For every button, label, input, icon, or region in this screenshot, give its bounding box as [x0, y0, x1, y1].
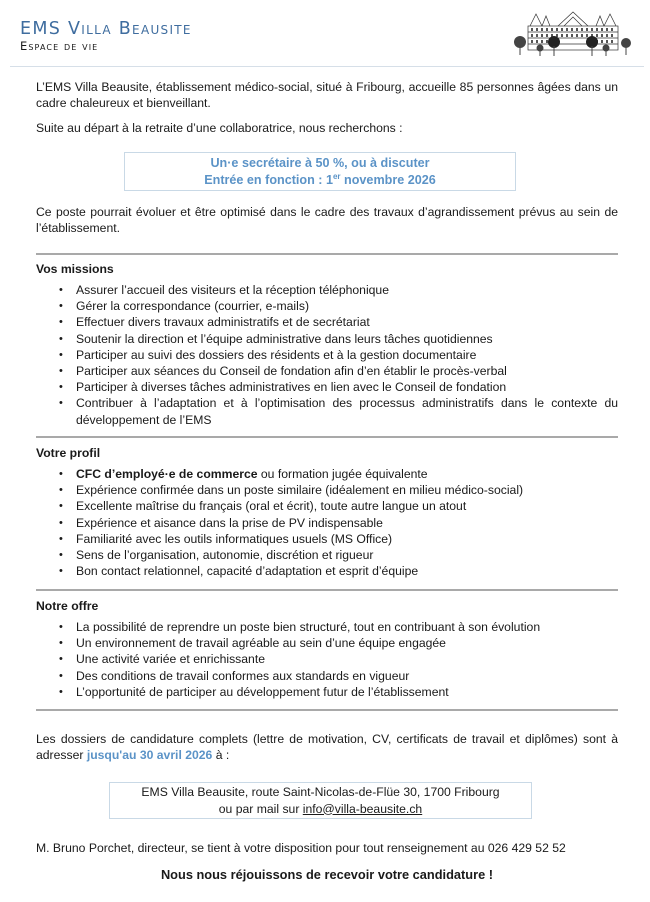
list-item: • Expérience et aisance dans la prise de PV indispensable [59, 515, 383, 530]
list-item: • Effectuer divers travaux administratifs et de secrétariat [59, 315, 370, 330]
building-illustration-icon [510, 6, 636, 58]
bullet-icon: • [59, 565, 63, 578]
bullet-icon: • [59, 468, 63, 480]
bullet-icon: • [59, 500, 63, 513]
bullet-icon: • [59, 685, 63, 698]
bullet-icon: • [59, 516, 63, 529]
position-highlight-box [124, 152, 516, 191]
bullet-icon: • [59, 549, 63, 562]
bullet-icon: • [59, 669, 63, 682]
list-item: • Un environnement de travail agréable au sein d’une équipe engagée [59, 636, 446, 651]
start-date: Entrée en fonction : 1er novembre 2026 [204, 172, 436, 187]
list-item: • L’opportunité de participer au développement futur de l’établissement [59, 684, 449, 699]
letterhead [0, 0, 650, 68]
bullet-icon: • [59, 365, 63, 378]
list-item: • Une activité variée et enrichissante [59, 652, 266, 667]
bullet-icon: • [59, 284, 63, 296]
section-divider [36, 436, 618, 438]
section-divider [36, 253, 618, 255]
closing-statement: Nous nous réjouissons de recevoir votre candidature ! [160, 867, 494, 882]
profile-list [36, 466, 618, 579]
list-item: • Bon contact relationnel, capacité d’adaptation et esprit d’équipe [59, 564, 419, 579]
brand-title: EMS Villa Beausite [20, 19, 192, 39]
bullet-icon: • [59, 532, 63, 545]
brand-subtitle: Espace de vie [20, 39, 99, 53]
missions-title: Vos missions [36, 262, 114, 276]
bullet-icon: • [59, 484, 63, 497]
application-deadline: jusqu'au 30 avril 2026 [86, 748, 213, 763]
address-box [109, 782, 532, 819]
list-item: • Soutenir la direction et l’équipe administrative dans leurs tâches quotidiennes [59, 331, 493, 346]
evolution-paragraph: Ce poste pourrait évoluer et être optimisé dans le cadre des travaux d’agrandissement prévus au sein de l’établissement. [36, 205, 618, 236]
list-item: • Gérer la correspondance (courrier, e-mails) [59, 299, 310, 314]
bullet-icon: • [59, 332, 63, 345]
offer-title: Notre offre [36, 599, 99, 613]
position-title: Un·e secrétaire à 50 %, ou à discuter [210, 156, 430, 170]
email-link[interactable]: info@villa-beausite.ch [302, 801, 423, 816]
profile-title: Votre profil [36, 446, 101, 460]
postal-address: EMS Villa Beausite, route Saint-Nicolas-de-Flüe 30, 1700 Fribourg [141, 785, 500, 799]
list-item: • Excellente maîtrise du français (oral et écrit), toute autre langue un atout [59, 499, 467, 514]
list-item: • Assurer l’accueil des visiteurs et la réception téléphonique [59, 283, 389, 297]
bullet-icon: • [59, 621, 63, 633]
bullet-icon: • [59, 300, 63, 313]
missions-list [36, 282, 618, 428]
list-item: • CFC d’employé·e de commerce ou formation jugée équivalente [59, 467, 428, 481]
contact-info: M. Bruno Porchet, directeur, se tient à votre disposition pour tout renseignement au 026 429 52 52 [36, 841, 566, 855]
application-instructions: Les dossiers de candidature complets (lettre de motivation, CV, certificats de travail et diplômes) sont à adresser jusqu'au 30 avril 2026 à : [36, 732, 618, 763]
intro-paragraph: L’EMS Villa Beausite, établissement médico-social, situé à Fribourg, accueille 85 personnes âgées dans un cadre chaleureux et bienveillant. [36, 80, 618, 111]
bullet-icon: • [59, 653, 63, 666]
bullet-icon: • [59, 381, 63, 394]
list-item: • Expérience confirmée dans un poste similaire (idéalement en milieu médico-social) [59, 483, 524, 498]
list-item: • Familiarité avec les outils informatiques usuels (MS Office) [59, 531, 393, 546]
bullet-icon: • [59, 316, 63, 329]
list-item: • Contribuer à l’adaptation et à l’optimisation des processus administratifs dans le contexte du développement de l’EMS [59, 396, 618, 427]
header-divider [10, 66, 644, 67]
list-item: • Sens de l’organisation, autonomie, discrétion et rigueur [59, 548, 374, 563]
list-item: • Des conditions de travail conformes aux standards en vigueur [59, 668, 410, 683]
list-item: • Participer au suivi des dossiers des résidents et à la gestion documentaire [59, 347, 477, 362]
bullet-icon: • [59, 348, 63, 361]
offer-list [36, 619, 618, 700]
email-line: ou par mail sur info@villa-beausite.ch [218, 801, 423, 816]
list-item: • La possibilité de reprendre un poste bien structuré, tout en contribuant à son évolution [59, 620, 541, 634]
section-divider [36, 709, 618, 711]
bullet-icon: • [59, 637, 63, 650]
section-divider [36, 589, 618, 591]
bullet-icon: • [59, 397, 63, 410]
search-intro: Suite au départ à la retraite d’une collaboratrice, nous recherchons : [36, 121, 403, 135]
list-item: • Participer aux séances du Conseil de fondation afin d’en établir le procès-verbal [59, 364, 507, 379]
list-item: • Participer à diverses tâches administratives en lien avec le Conseil de fondation [59, 380, 507, 395]
